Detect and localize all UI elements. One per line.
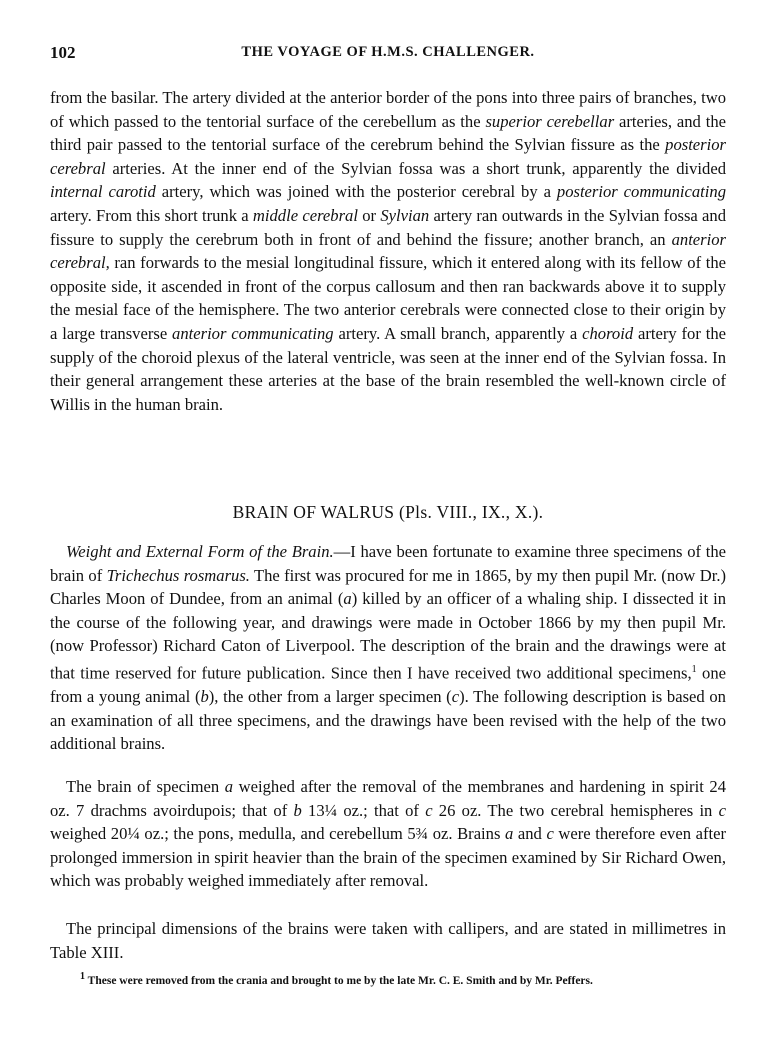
page-number: 102 <box>50 43 76 62</box>
paragraph-weight-form: Weight and External Form of the Brain.—I have been fortunate to examine three specimens of the brain of Trichechus rosmarus. The first was procured for me in 1865, by my then pupil Mr. (now Dr.) Charles Moon of Dundee, from an animal (a) killed by an officer of a whaling ship. I dissected it in the course of the following year, and drawings were made in October 1866 by my then pupil Mr. (now Professor) Richard Caton of Liverpool. The description of the brain and the drawings were at that time reserved for future publication. Since then I have received two additional specimens,$^1$ one from a young animal (b), the other from a larger specimen (c). The following description is based on an examination of all three specimens, and the drawings have been revised with the help of the two additional brains. <box>50 542 726 754</box>
paragraph-heading: Weight and External Form of the Brain. <box>66 542 334 561</box>
running-head: THE VOYAGE OF H.M.S. CHALLENGER. <box>241 44 535 60</box>
footnote <box>50 971 726 987</box>
paragraph-weights: The brain of specimen a weighed after the removal of the membranes and hardening in spirit 24 oz. 7 drachms avoirdupois; that of b 13¼ oz.; that of c 26 oz. The two cerebral hemispheres in c weighed 20¼ oz.; the pons, medulla, and cerebellum 5¾ oz. Brains a and c were therefore even after prolonged immersion in spirit heavier than the brain of the specimen examined by Sir Richard Owen, which was probably weighed immediately after removal. <box>50 777 726 891</box>
paragraph-arteries: from the basilar. The artery divided at the anterior border of the pons into three pairs of branches, two of which passed to the tentorial surface of the cerebellum as the superior cerebellar arteries, and the third pair passed to the tentorial surface of the cerebrum behind the Sylvian fissure as the posterior cerebral arteries. At the inner end of the Sylvian fossa was a short trunk, apparently the divided internal carotid artery, which was joined with the posterior cerebral by a posterior communicating artery. From this short trunk a middle cerebral or Sylvian artery ran outwards in the Sylvian fossa and fissure to supply the cerebrum both in front of and behind the fissure; another branch, an anterior cerebral, ran forwards to the mesial longitudinal fissure, which it entered along with its fellow of the opposite side, it ascended in front of the corpus callosum and then ran backwards above it to supply the mesial face of the hemisphere. The two anterior cerebrals were connected close to their origin by a large transverse anterior communicating artery. A small branch, apparently a choroid artery for the supply of the choroid plexus of the lateral ventricle, was seen at the inner end of the Sylvian fossa. In their general arrangement these arteries at the base of the brain resembled the well-known circle of Willis in the human brain. <box>50 88 727 414</box>
paragraph-dimensions: The principal dimensions of the brains were taken with callipers, and are stated in millimetres in Table XIII. <box>50 919 726 962</box>
footnote-marker: 1 <box>691 663 697 675</box>
footnote-text: These were removed from the crania and brought to me by the late Mr. C. E. Smith and by Mr. Peffers. <box>85 974 593 987</box>
footnote-number: 1 <box>80 971 85 982</box>
page-header <box>50 43 726 65</box>
section-title: BRAIN OF WALRUS (Pls. VIII., IX., X.). <box>232 502 544 522</box>
